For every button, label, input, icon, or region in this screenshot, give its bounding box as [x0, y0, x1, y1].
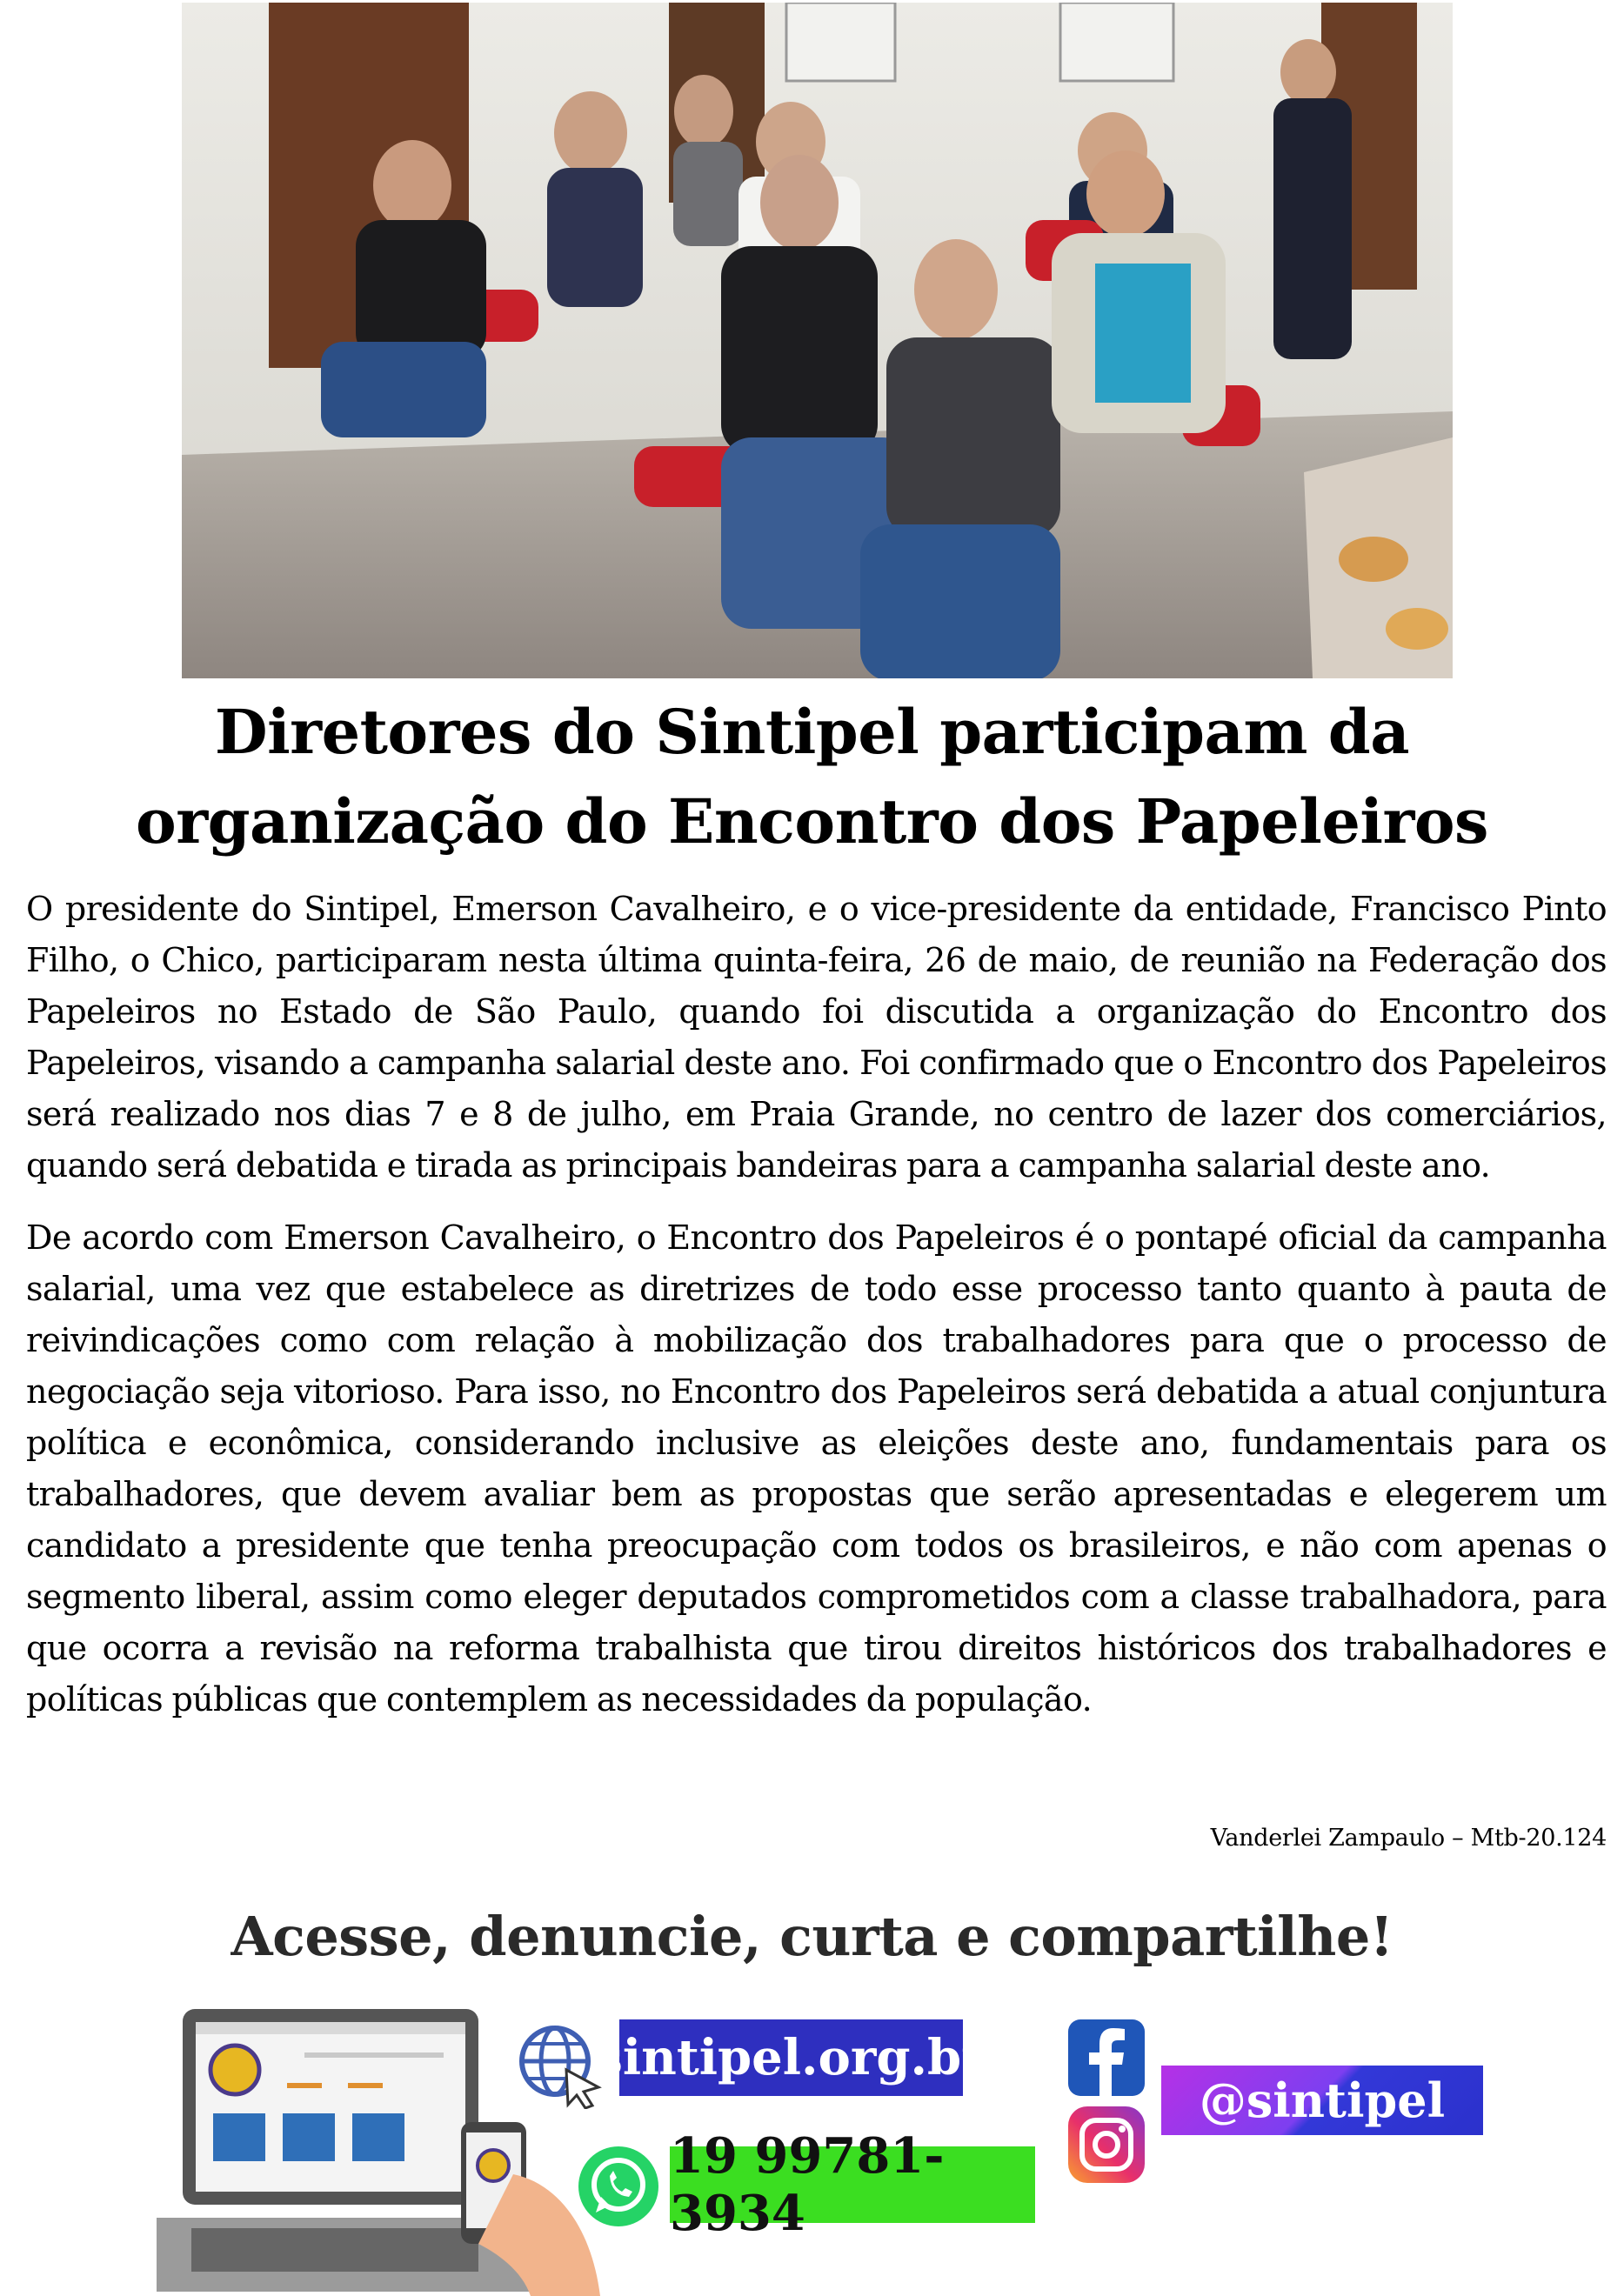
facebook-icon[interactable] [1068, 2019, 1145, 2096]
article-body [26, 884, 1607, 1725]
whatsapp-number[interactable]: 19 99781-3934 [670, 2146, 1035, 2223]
globe-cursor-icon [516, 2022, 603, 2109]
website-link[interactable]: sintipel.org.br [619, 2019, 963, 2096]
meeting-photo-illustration [182, 3, 1453, 678]
meeting-photo [182, 3, 1453, 678]
article-paragraph: O presidente do Sintipel, Emerson Cavalheiro, e o vice-presidente da entidade, Francisco Pinto Filho, o Chico, participaram nesta última quinta-feira, 26 de maio, de reunião na Federação dos Papeleiros no Estado de São Paulo, quando foi discutida a organização do Encontro dos Papeleiros, visando a campanha salarial deste ano. Foi confirmado que o Encontro dos Papeleiros será realizado nos dias 7 e 8 de julho, em Praia Grande, no centro de lazer dos comerciários, quando será debatida e tirada as principais bandeiras para a campanha salarial deste ano. [26, 890, 1607, 1185]
social-handle[interactable]: @sintipel [1161, 2066, 1483, 2135]
article-byline: Vanderlei Zampaulo – Mtb-20.124 [1210, 1825, 1607, 1852]
article-headline: Diretores do Sintipel participam da organização do Encontro dos Papeleiros [136, 696, 1488, 858]
article-paragraph: De acordo com Emerson Cavalheiro, o Encontro dos Papeleiros é o pontapé oficial da campanha salarial, uma vez que estabelece as diretrizes de todo esse processo tanto quanto à pauta de reivindicações como com relação à mobilização dos trabalhadores para que o processo de negociação seja vitorioso. Para isso, no Encontro dos Papeleiros será debatida a atual conjuntura política e econômica, considerando inclusive as eleições deste ano, fundamentais para os trabalhadores, que devem avaliar bem as propostas que serão apresentadas e elegerem um candidato a presidente que tenha preocupação com todos os brasileiros, e não com apenas o segmento liberal, assim como eleger deputados comprometidos com a classe trabalhadora, para que ocorra a revisão na reforma trabalhista que tirou direitos históricos dos trabalhadores e políticas públicas que contemplem as necessidades da população. [26, 1218, 1607, 1719]
instagram-icon[interactable] [1068, 2106, 1145, 2183]
whatsapp-icon [577, 2145, 660, 2228]
promo-title: Acesse, denuncie, curta e compartilhe! [231, 1905, 1393, 1968]
